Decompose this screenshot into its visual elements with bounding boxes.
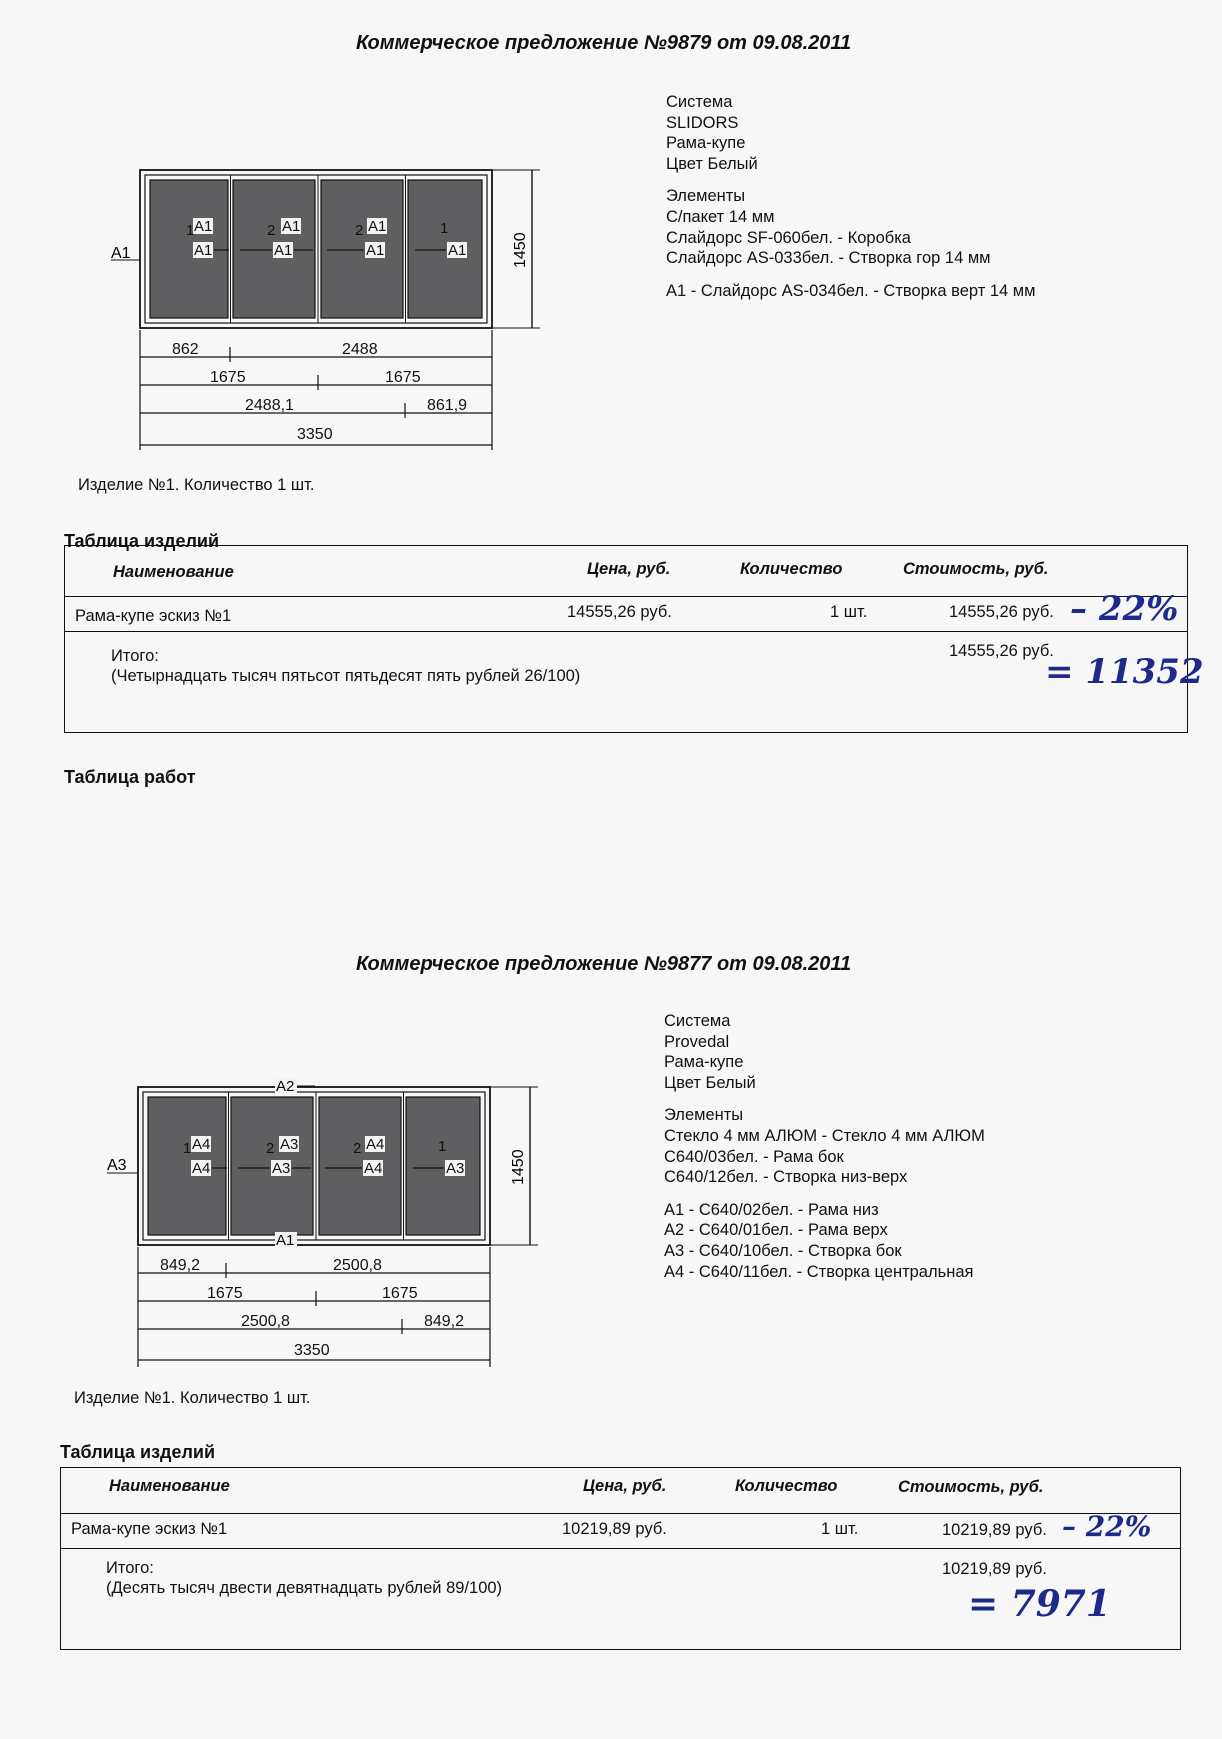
marking-line: A2 - C640/01бел. - Рама верх [664, 1221, 888, 1240]
total-value: 10219,89 руб. [942, 1560, 1047, 1578]
item-price: 10219,89 руб. [562, 1520, 667, 1538]
col-header-price: Цена, руб. [583, 1477, 667, 1495]
handwritten-discount: – 22% [1062, 1510, 1152, 1543]
dimension-label: 861,9 [427, 397, 468, 414]
handwritten-result: = 7971 [968, 1583, 1111, 1625]
element-line: Слайдорс SF-060бел. - Коробка [666, 228, 911, 247]
item-price: 14555,26 руб. [567, 603, 672, 621]
table-heading: Таблица изделий [60, 1442, 216, 1462]
marking-line: A1 - Слайдорс AS-034бел. - Створка верт 14 мм [666, 281, 1036, 300]
sash-number: 2 [266, 1140, 275, 1157]
color: Цвет Белый [666, 154, 758, 173]
col-header-name: Наименование [113, 563, 234, 581]
sash-number: 1 [440, 220, 449, 237]
sash-mark: A1 [194, 218, 213, 235]
col-header-name: Наименование [109, 1477, 230, 1495]
dimension-label: 1675 [207, 1285, 243, 1302]
sash-number: 1 [183, 1140, 192, 1157]
system-label: Система [664, 1012, 731, 1030]
total-value: 14555,26 руб. [949, 642, 1054, 660]
col-header-price: Цена, руб. [587, 560, 671, 578]
total-words: (Четырнадцать тысяч пятьсот пятьдесят пять рублей 26/100) [111, 667, 581, 685]
handwritten-discount: – 22% [1070, 589, 1179, 629]
item-name: Рама-купе эскиз №1 [75, 607, 232, 625]
sash-mark: A4 [192, 1136, 211, 1153]
item-caption: Изделие №1. Количество 1 шт. [74, 1389, 311, 1407]
system-name: Provedal [664, 1032, 730, 1051]
sash-mark: A4 [366, 1136, 385, 1153]
dimension-label: 862 [172, 341, 199, 358]
dimension-label: 2488 [342, 341, 378, 358]
dimension-label: 2500,8 [333, 1257, 382, 1274]
dimension-label: 2500,8 [241, 1313, 290, 1330]
cut-off-heading: Таблица работ [64, 767, 196, 787]
table-heading: Таблица изделий [64, 531, 220, 551]
system-name: SLIDORS [666, 113, 739, 132]
sash-mark: A1 [448, 242, 467, 259]
handwritten-result: = 11352 [1045, 652, 1204, 692]
col-header-qty: Количество [740, 560, 843, 578]
dimension-label: 849,2 [160, 1257, 201, 1274]
window-drawing [95, 1070, 555, 1375]
dimension-label: 1675 [385, 369, 421, 386]
frame-mark-bottom: A1 [276, 1232, 295, 1249]
sash-mark: A4 [192, 1160, 211, 1177]
elements-label: Элементы [664, 1106, 744, 1125]
item-cost: 14555,26 руб. [949, 603, 1054, 621]
frame-mark: A3 [107, 1157, 127, 1174]
window-drawing [95, 150, 555, 455]
offer-title: Коммерческое предложение №9879 от 09.08.2011 [356, 32, 852, 54]
sash-mark: A3 [446, 1160, 465, 1177]
marking-line: A1 - C640/02бел. - Рама низ [664, 1200, 879, 1219]
element-line: Слайдорс AS-033бел. - Створка гор 14 мм [666, 249, 991, 268]
frame-mark-top: A2 [276, 1078, 295, 1095]
height-dimension: 1450 [510, 1149, 527, 1185]
element-line: С/пакет 14 мм [666, 207, 775, 226]
sash-mark: A1 [282, 218, 301, 235]
dimension-label: 2488,1 [245, 397, 294, 414]
total-label: Итого: [111, 647, 159, 665]
element-line: Стекло 4 мм АЛЮМ - Стекло 4 мм АЛЮМ [664, 1126, 985, 1145]
offer-title: Коммерческое предложение №9877 от 09.08.2011 [356, 953, 852, 975]
product-type: Рама-купе [666, 134, 746, 153]
items-table [64, 545, 1188, 733]
product-spec [664, 1011, 985, 1282]
dimension-label: 3350 [294, 1342, 330, 1359]
item-name: Рама-купе эскиз №1 [71, 1520, 228, 1538]
sash-mark: A1 [366, 242, 385, 259]
elements-label: Элементы [666, 187, 746, 206]
sash-mark: A1 [274, 242, 293, 259]
sash-mark: A1 [194, 242, 213, 259]
item-qty: 1 шт. [821, 1520, 859, 1538]
product-type: Рама-купе [664, 1053, 744, 1072]
element-line: C640/12бел. - Створка низ-верх [664, 1168, 908, 1187]
element-line: C640/03бел. - Рама бок [664, 1147, 844, 1166]
sash-mark: A4 [364, 1160, 383, 1177]
sash-mark: A3 [272, 1160, 291, 1177]
sash-number: 1 [186, 222, 195, 239]
marking-line: A4 - C640/11бел. - Створка центральная [664, 1262, 974, 1281]
sash-mark: A1 [368, 218, 387, 235]
dimension-label: 849,2 [424, 1313, 465, 1330]
dimension-label: 3350 [297, 426, 333, 443]
item-caption: Изделие №1. Количество 1 шт. [78, 476, 315, 494]
color: Цвет Белый [664, 1073, 756, 1092]
product-spec [666, 92, 1036, 301]
col-header-qty: Количество [735, 1477, 838, 1495]
frame-mark: A1 [111, 245, 131, 262]
dimension-label: 1675 [382, 1285, 418, 1302]
sash-number: 1 [438, 1138, 447, 1155]
sash-number: 2 [353, 1140, 362, 1157]
system-label: Система [666, 93, 733, 111]
col-header-cost: Стоимость, руб. [903, 560, 1049, 578]
sash-mark: A3 [280, 1136, 299, 1153]
marking-line: A3 - C640/10бел. - Створка бок [664, 1241, 902, 1260]
col-header-cost: Стоимость, руб. [898, 1478, 1044, 1496]
dimension-label: 1675 [210, 369, 246, 386]
sash-number: 2 [355, 222, 364, 239]
height-dimension: 1450 [512, 232, 529, 268]
total-label: Итого: [106, 1559, 154, 1577]
total-words: (Десять тысяч двести девятнадцать рублей 89/100) [106, 1579, 503, 1597]
item-cost: 10219,89 руб. [942, 1521, 1047, 1539]
sash-number: 2 [267, 222, 276, 239]
item-qty: 1 шт. [830, 603, 868, 621]
